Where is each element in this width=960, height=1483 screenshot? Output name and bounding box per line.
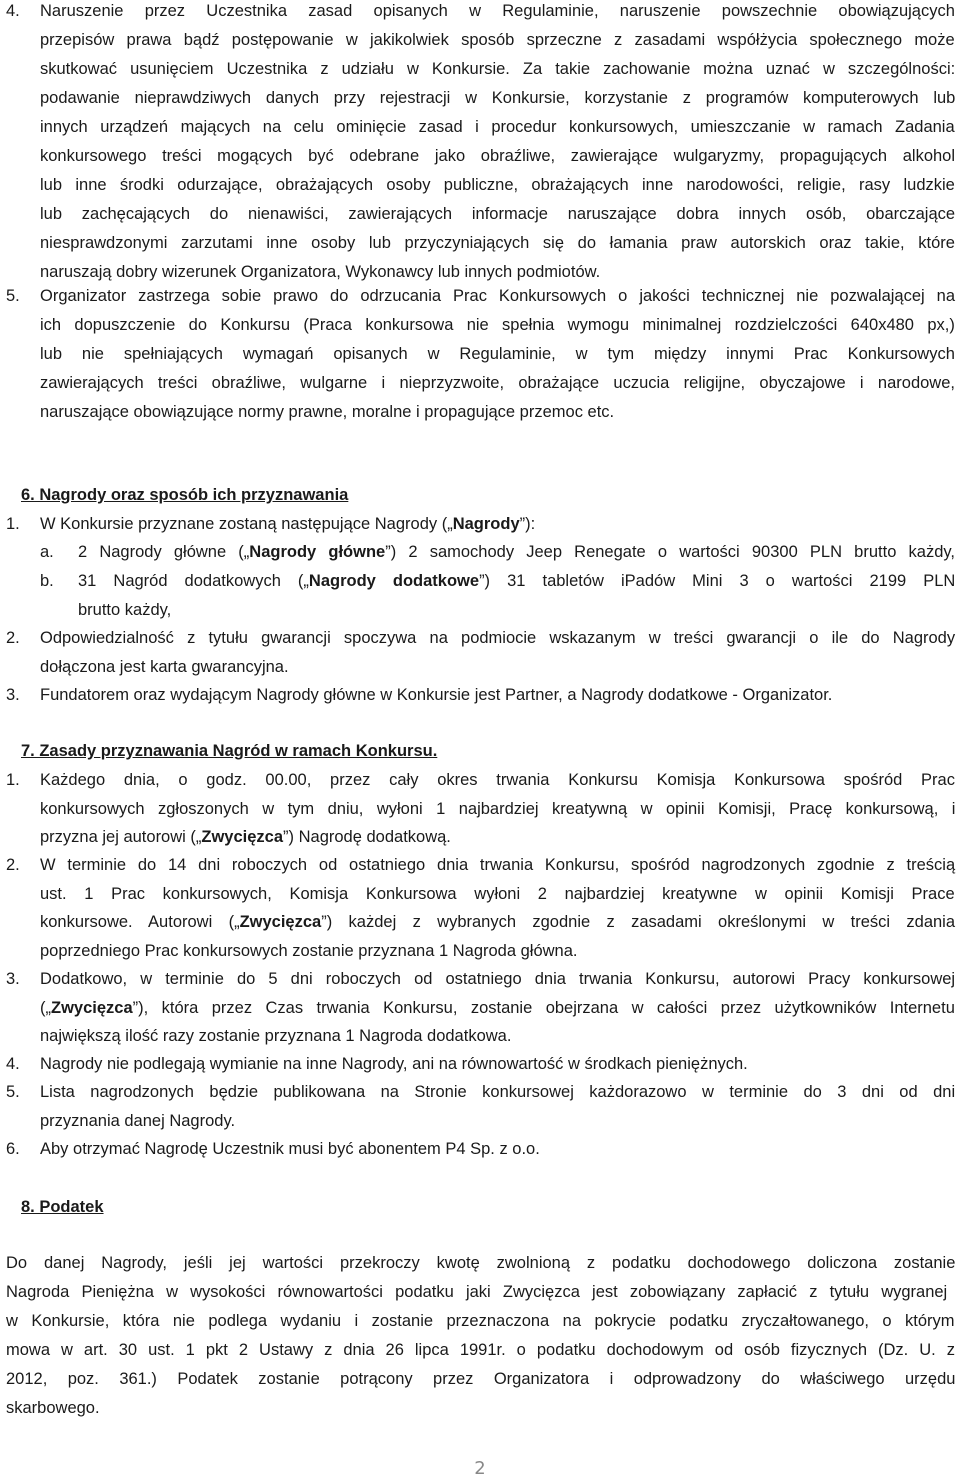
defined-term: Zwycięzca	[51, 998, 133, 1017]
defined-term: Zwycięzca	[201, 828, 284, 846]
text-segment: ust. 1 Prac konkursowych, Komisja Konkursowa wyłoni 2 najbardziej kreatywne w opinii Komisji Prace	[40, 884, 955, 903]
text-segment: ”) 2 samochody Jeep Renegate o wartości 90300 PLN brutto każdy,	[385, 543, 955, 561]
list-number: 3.	[6, 686, 20, 704]
list-number: a.	[40, 543, 54, 561]
page-number: 2	[474, 1458, 486, 1479]
text-line	[40, 628, 955, 648]
text-segment: Lista nagrodzonych będzie publikowana na Stronie konkursowej każdorazowo w terminie do 3 dni od dni	[40, 1083, 956, 1101]
text-line: niesprawdzonymi zarzutami inne osoby lub przyczyniających się do łamania praw autorskich oraz takie, które	[40, 234, 955, 252]
text-line: podawanie nieprawdziwych danych przy rejestracji w Konkursie, korzystanie z programów komputerowych lub	[40, 89, 956, 107]
text-segment: 2 Nagrody główne („	[78, 543, 250, 561]
text-segment: największą ilość razy zostanie przyznana 1 Nagroda dodatkowa.	[40, 1027, 512, 1045]
text-line: konkursowego treści mogących być odebrane jako obraźliwe, zawierające wulgaryzmy, propagujących alkohol	[40, 147, 956, 165]
defined-term: Nagrody główne	[249, 543, 386, 561]
text-line: skutkować usunięciem Uczestnika z udziału w Konkursie. Za takie zachowanie można uznać w szczególności:	[40, 60, 956, 78]
text-line	[78, 571, 955, 591]
text-segment: brutto każdy,	[78, 601, 172, 619]
text-line: zawierających treści obraźliwe, wulgarne i nieprzyzwoite, obrażające uczucia religijne, obyczajowe i narodowe,	[40, 374, 955, 392]
text-segment: Fundatorem oraz wydającym Nagrody główne w Konkursie jest Partner, a Nagrody dodatkowe - Organizator.	[40, 686, 833, 704]
text-line	[40, 514, 535, 534]
text-line: mowa w art. 30 ust. 1 pkt 2 Ustawy z dnia 26 lipca 1991r. o podatku dochodowym od osób fizycznych (Dz. U. z	[6, 1341, 955, 1359]
list-number: 5.	[6, 1083, 20, 1101]
list-number: 2.	[6, 856, 20, 874]
text-segment: ”) 31 tabletów iPadów Mini 3 o wartości 2199 PLN	[479, 572, 956, 590]
text-line: ich dopuszczenie do Konkursu (Praca konkursowa nie spełnia wymogu minimalnej rozdzielczości 640x480 px,)	[40, 316, 955, 334]
text-line: Organizator zastrzega sobie prawo do odrzucania Prac Konkursowych o jakości technicznej nie pozwalającej na	[40, 287, 956, 305]
text-segment: („	[40, 998, 51, 1017]
text-line	[40, 1139, 540, 1159]
text-segment: Dodatkowo, w terminie do 5 dni roboczych od ostatniego dnia trwania Konkursu, autorowi Pracy konkursowej	[40, 970, 956, 988]
text-segment: ”) Nagrodę dodatkową.	[283, 828, 451, 846]
list-number: 1.	[6, 771, 20, 789]
text-line	[40, 969, 955, 989]
text-segment: Aby otrzymać Nagrodę Uczestnik musi być abonentem P4 Sp. z o.o.	[40, 1140, 540, 1158]
text-line	[40, 1054, 748, 1074]
defined-term: Nagrody	[452, 515, 520, 533]
text-line	[78, 600, 171, 620]
text-segment: ”), która przez Czas trwania Konkursu, zostanie obejrzana w całości przez użytkowników Internetu	[132, 998, 955, 1017]
text-line	[40, 1082, 955, 1102]
text-line	[40, 799, 955, 819]
list-number: b.	[40, 572, 54, 590]
text-line: lub nie spełniających wymagań opisanych w Regulaminie, w tym między innymi Prac Konkursowych	[40, 345, 955, 363]
text-line: Do danej Nagrody, jeśli jej wartości przekroczy kwotę zwolnioną z podatku dochodowego doliczona zostanie	[6, 1254, 956, 1272]
text-line: 2012, poz. 361.) Podatek zostanie potrącony przez Organizatora i odprowadzony do właściwego urzędu	[6, 1370, 956, 1388]
text-line	[40, 827, 451, 847]
text-line	[40, 998, 955, 1018]
text-segment: konkursowe. Autorowi („	[40, 913, 240, 931]
text-line: lub zachęcających do nienawiści, zawierających informacje naruszające dobra innych osób, obarczające	[40, 205, 956, 223]
list-number: 4.	[6, 1055, 20, 1073]
text-segment: konkursowych zgłoszonych w tym dniu, wyłoni 1 najbardziej kreatywną w opinii Komisji, Pracę konkursową, i	[40, 799, 956, 818]
text-line: innych urządzeń mających na celu ominięcie zasad i procedur konkursowych, umieszczanie w ramach Zadania	[40, 118, 955, 136]
text-line: w Konkursie, która nie podlega wydaniu i zostanie przeznaczona na pokrycie podatku zryczałtowanego, o którym	[6, 1312, 955, 1330]
text-line: Naruszenie przez Uczestnika zasad opisanych w Regulaminie, naruszenie powszechnie obowiązujących	[40, 2, 955, 20]
text-segment: W Konkursie przyznane zostaną następujące Nagrody („	[40, 515, 453, 533]
text-line	[40, 1111, 235, 1131]
text-segment: W terminie do 14 dni roboczych od ostatniego dnia trwania Konkursu, spośród nagrodzonych zgodnie z treścią	[40, 856, 956, 874]
list-number: 5.	[6, 287, 20, 305]
text-line: naruszające obowiązujące normy prawne, moralne i propagujące przemoc etc.	[40, 403, 615, 421]
text-line: naruszają dobry wizerunek Organizatora, Wykonawcy lub innych podmiotów.	[40, 263, 601, 281]
list-number: 6.	[6, 1140, 20, 1158]
text-line: skarbowego.	[6, 1399, 100, 1417]
text-line	[40, 884, 955, 904]
text-segment: Każdego dnia, o godz. 00.00, przez cały okres trwania Konkursu Komisja Konkursowa spośród Prac	[40, 771, 955, 789]
list-number: 1.	[6, 515, 20, 533]
section-heading: 7. Zasady przyznawania Nagród w ramach Konkursu.	[21, 742, 438, 760]
text-line	[40, 1026, 511, 1046]
text-segment: ”):	[519, 515, 536, 533]
text-segment: ”) każdej z wybranych zgodnie z zasadami określonymi w treści zdania	[321, 913, 956, 931]
text-line	[40, 657, 289, 677]
text-line	[40, 685, 832, 705]
text-line	[40, 941, 577, 961]
text-segment: 31 Nagród dodatkowych („	[78, 572, 309, 590]
text-segment: Odpowiedzialność z tytułu gwarancji spoczywa na podmiocie wskazanym w treści gwarancji o ile do Nagrody	[40, 629, 956, 647]
text-line: przepisów prawa bądź postępowanie w jakikolwiek sposób sprzeczne z zasadami współżycia społecznego może	[40, 31, 955, 49]
text-line: lub inne środki odurzające, obrażających osoby publiczne, obrażających inne narodowości, religie, rasy ludzkie	[40, 176, 955, 194]
text-segment: dołączona jest karta gwarancyjna.	[40, 658, 289, 676]
text-line	[40, 855, 955, 875]
text-line	[78, 542, 955, 562]
defined-term: Nagrody dodatkowe	[308, 572, 480, 590]
list-number: 3.	[6, 970, 20, 988]
list-number: 4.	[6, 2, 20, 20]
defined-term: Zwycięzca	[239, 913, 322, 931]
text-line: Nagroda Pieniężna w wysokości równowartości podatku jaki Zwycięzca jest zobowiązany zapłacić z tytułu wygranej	[6, 1283, 948, 1301]
text-segment: poprzedniego Prac konkursowych zostanie przyznana 1 Nagroda główna.	[40, 941, 578, 960]
text-line	[40, 770, 955, 790]
text-segment: przyznania danej Nagrody.	[40, 1111, 236, 1130]
text-segment: Nagrody nie podlegają wymianie na inne Nagrody, ani na równowartość w środkach pieniężnych.	[40, 1055, 748, 1073]
list-number: 2.	[6, 629, 20, 647]
text-segment: przyzna jej autorowi („	[40, 828, 202, 846]
section-heading: 8. Podatek	[21, 1198, 104, 1216]
text-line	[40, 912, 955, 932]
section-heading: 6. Nagrody oraz sposób ich przyznawania	[21, 486, 349, 504]
